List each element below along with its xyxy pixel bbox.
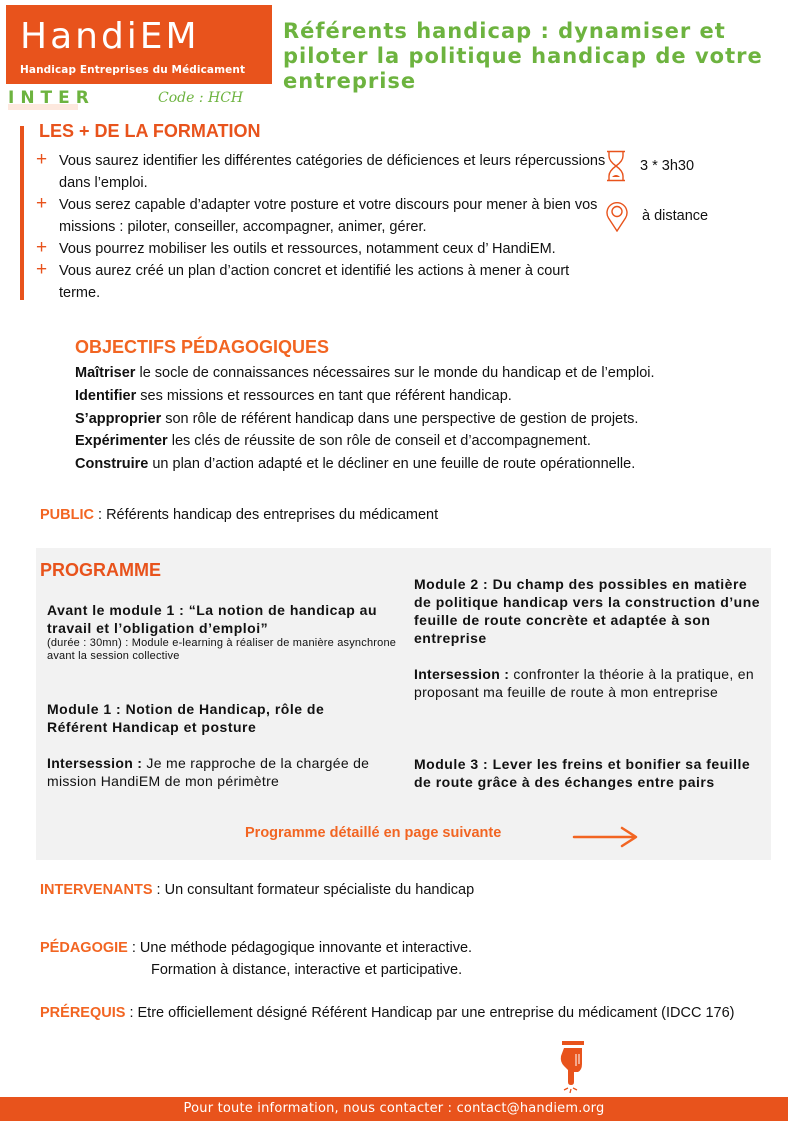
location-pin-icon — [605, 200, 629, 232]
programme-details-link[interactable]: Programme détaillé en page suivante — [245, 825, 502, 841]
prerequis-line — [40, 1002, 740, 1024]
objective-item — [75, 453, 755, 476]
page-title: Référents handicap : dynamiser et piloter la politique handicap de votre entreprise — [283, 19, 763, 93]
logo-wordmark: HandiEM — [20, 16, 200, 57]
benefits-accent-bar — [20, 126, 24, 300]
module-1-title: Module 1 : Notion de Handicap, rôle de Référent Handicap et posture — [47, 701, 325, 735]
location-info — [605, 200, 708, 232]
objective-text: le socle de connaissances nécessaires sur le monde du handicap et de l’emploi. — [135, 365, 655, 381]
plus-icon: + — [36, 237, 48, 258]
pedagogie-label: PÉDAGOGIE — [40, 940, 128, 956]
objective-verb: Maîtriser — [75, 365, 136, 381]
objective-verb: Construire — [75, 456, 149, 473]
intersession-label: Intersession : — [414, 666, 510, 682]
objective-item — [75, 430, 755, 453]
plus-icon: + — [36, 149, 48, 170]
pedagogie-line-2: Formation à distance, interactive et participative. — [151, 962, 463, 978]
duration-info — [605, 150, 694, 182]
objective-item — [75, 385, 755, 408]
objective-text: un plan d’action adapté et le décliner en une feuille de route opérationnelle. — [148, 456, 636, 473]
course-code: Code : HCH — [158, 90, 244, 106]
format-label: INTER — [8, 88, 95, 108]
hourglass-icon — [605, 150, 627, 182]
public-label: PUBLIC — [40, 507, 94, 523]
module-2-title: Module 2 : Du champ des possibles en matière de politique handicap vers la construction d’une feuille de route concrète et adaptée à son entreprise — [414, 576, 761, 646]
objective-text: son rôle de référent handicap dans une perspective de gestion de projets. — [161, 410, 639, 427]
intervenants-label: INTERVENANTS — [40, 882, 153, 898]
objective-verb: S’approprier — [75, 410, 162, 427]
duration-text: 3 * 3h30 — [640, 158, 695, 174]
objective-item — [75, 408, 755, 431]
objectives-heading: OBJECTIFS PÉDAGOGIQUES — [75, 337, 330, 357]
location-text: à distance — [642, 208, 709, 224]
prerequis-label: PRÉREQUIS — [40, 1005, 126, 1021]
intersession-text: confronter la théorie à la pratique, en proposant ma feuille de route à mon entreprise — [414, 666, 754, 700]
public-line — [40, 507, 438, 523]
objective-text: les clés de réussite de son rôle de conseil et d’accompagnement. — [167, 433, 591, 450]
pedagogie-block — [40, 937, 472, 981]
pre-module — [47, 601, 407, 663]
benefit-item — [36, 238, 606, 260]
objective-text: ses missions et ressources en tant que référent handicap. — [136, 387, 512, 404]
intervenants-line — [40, 882, 474, 898]
benefit-text: Vous serez capable d’adapter votre posture et votre discours pour mener à bien vos missions : piloter, conseiller, accompagner, animer, gérer. — [59, 197, 598, 235]
pointing-hand-icon — [552, 1040, 588, 1096]
objective-verb: Identifier — [75, 387, 137, 404]
intervenants-text: : Un consultant formateur spécialiste du handicap — [152, 882, 475, 898]
intersession-2 — [414, 665, 754, 701]
objectives-list — [75, 362, 755, 476]
benefit-item — [36, 260, 606, 304]
arrow-right-icon — [572, 826, 638, 848]
objective-verb: Expérimenter — [75, 433, 168, 450]
benefits-heading: LES + DE LA FORMATION — [39, 121, 261, 141]
benefit-item — [36, 194, 606, 238]
plus-icon: + — [36, 259, 48, 280]
pedagogie-line-1: : Une méthode pédagogique innovante et interactive. — [127, 940, 473, 956]
logo-tagline: Handicap Entreprises du Médicament — [20, 64, 246, 76]
pre-module-note: (durée : 30mn) : Module e-learning à réaliser de manière asynchrone avant la session collective — [47, 637, 397, 662]
benefits-list — [36, 150, 606, 304]
benefit-text: Vous saurez identifier les différentes catégories de déficiences et leurs répercussions dans l’emploi. — [59, 153, 606, 191]
programme-heading: PROGRAMME — [40, 560, 161, 580]
benefit-item — [36, 150, 606, 194]
benefit-text: Vous aurez créé un plan d’action concret et identifié les actions à mener à court terme. — [59, 263, 570, 301]
plus-icon: + — [36, 193, 48, 214]
handiem-logo — [6, 5, 272, 84]
prerequis-text: : Etre officiellement désigné Référent Handicap par une entreprise du médicament (IDCC 176) — [125, 1005, 735, 1021]
footer-contact-bar: Pour toute information, nous contacter : contact@handiem.org — [0, 1097, 788, 1121]
objective-item — [75, 362, 755, 385]
intersession-text: Je me rapproche de la chargée de mission HandiEM de mon périmètre — [47, 755, 370, 789]
module-3-title: Module 3 : Lever les freins et bonifier sa feuille de route grâce à des échanges entre pairs — [414, 756, 751, 790]
intersession-1 — [47, 754, 397, 790]
benefit-text: Vous pourrez mobiliser les outils et ressources, notamment ceux d’ HandiEM. — [59, 241, 556, 257]
intersession-label: Intersession : — [47, 755, 143, 771]
pre-module-title: Avant le module 1 : “La notion de handicap au travail et l’obligation d’emploi” — [47, 602, 378, 636]
public-text: : Référents handicap des entreprises du médicament — [93, 507, 439, 523]
